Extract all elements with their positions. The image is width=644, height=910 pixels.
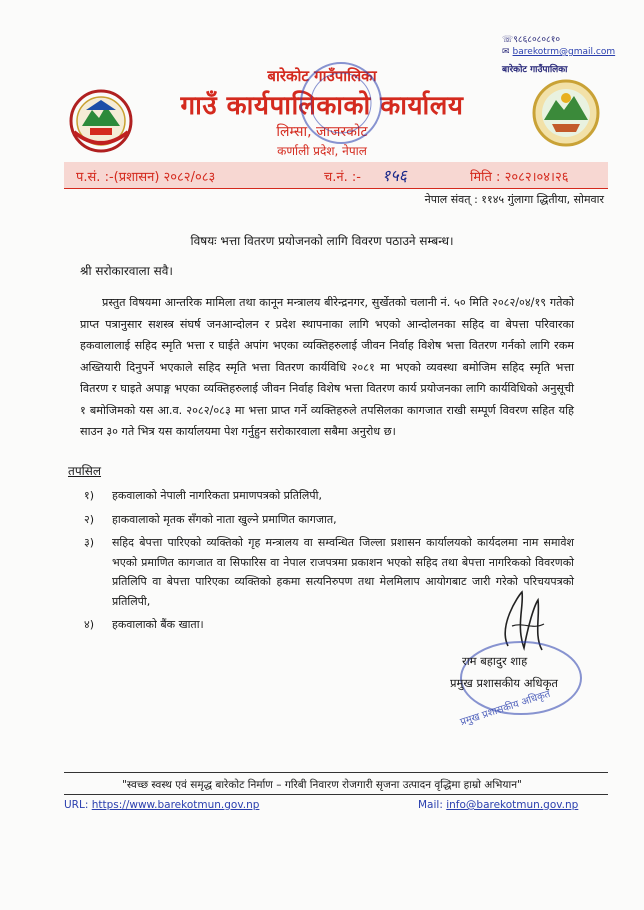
letter-body xyxy=(80,292,574,443)
footer-divider-top xyxy=(64,772,608,773)
list-item-number: ३) xyxy=(84,536,95,549)
chalani-number: १५६ xyxy=(382,166,407,185)
mail-label: Mail: xyxy=(418,799,443,811)
list-item-text: हकवालाको नेपाली नागरिकता प्रमाणपत्रको प्रतिलिपी, xyxy=(112,489,322,502)
footer-divider-bottom xyxy=(64,794,608,795)
list-item-number: १) xyxy=(84,489,95,502)
footer-slogan: "स्वच्छ स्वस्थ एवं समृद्ध बारेकोट निर्माण – गरिबी निवारण रोजगारी सृजना उत्पादन वृद्धिमा हाम्रो अभियान" xyxy=(122,779,522,791)
website-link[interactable]: https://www.barekotmun.gov.np xyxy=(91,799,260,811)
signatory-title: प्रमुख प्रशासकीय अधिकृत xyxy=(450,676,558,690)
list-item xyxy=(84,486,574,506)
reference-bar xyxy=(64,162,608,188)
list-item-number: ४) xyxy=(84,618,95,631)
stamp-text: प्रमुख प्रशासकीय अधिकृत xyxy=(459,688,552,729)
office-stamp-icon xyxy=(296,58,386,148)
contact-email[interactable]: barekotrm@gmail.com xyxy=(512,47,616,57)
signatory-name: राम बहादुर शाह xyxy=(462,654,528,668)
salutation: श्री सरोकारवाला सवै। xyxy=(80,264,173,278)
mail-icon: ✉ xyxy=(502,47,510,57)
url-label: URL: xyxy=(64,799,89,811)
tapsil-heading: तपसिल xyxy=(68,464,102,478)
list-item-text: हकवालाको बैंक खाता। xyxy=(112,618,204,631)
footer-mail xyxy=(418,799,578,811)
header-divider xyxy=(64,188,608,189)
patra-sankhya: प.सं. :-(प्रशासन) २०८२/०८३ xyxy=(76,170,216,185)
municipality-name: बारेकोट गाउँपालिका xyxy=(267,67,377,85)
list-item xyxy=(84,510,574,530)
contact-email-row xyxy=(502,47,615,57)
nepal-samvat-date: नेपाल संवत् : ११४५ गुंलागा द्धितीया, सोमवार xyxy=(424,193,604,206)
mail-link[interactable]: info@barekotmun.gov.np xyxy=(446,799,579,811)
list-item-text: सहिद बेपत्ता पारिएको व्यक्तिको गृह मन्त्रालय वा सम्वन्धित जिल्ला प्रशासन कार्यालयको कार्यदलमा नाम समावेश भएको प्रमाणित कागजात वा सिफारिस वा नेपाल राजपत्रमा प्रकाशन भएको सहिद तथा बेपत्ता नागरिकको विवरणको प्रतिलिपि वा बेपत्ता पारिएका व्यक्तिको हकमा सत्यनिरुपण तथा मेलमिलाप आयोगबाट जारी गरेको परिचयपत्रको प्रतिलिपी, xyxy=(112,536,574,608)
list-item-text: हाकवालाको मृतक सँगको नाता खुल्ने प्रमाणित कागजात, xyxy=(112,512,337,526)
phone-number: ☏९८६८०८०८१० xyxy=(502,35,561,45)
letter-body-text: प्रस्तुत विषयमा आन्तरिक मामिला तथा कानून मन्त्रालय बीरेन्द्रनगर, सुर्खेतको चलानी नं. ५० मिति २०८२/०४/१९ गतेको प्राप्त पत्रानुसार सशस्त्र संघर्ष जनआन्दोलन र प्रदेश स्थापनाका लागि भएको आन्दोलनका सहिद वा बेपत्ता परिवारका हकवालालाई सहिद स्मृति भत्ता र घाईते अपांग भएका व्यक्तिहरुलाई जीवन निर्वाह विशेष भत्ता वितरण गर्नको लागि रकम अख्तियारी दिनुपर्ने भएकाले सहिद स्मृति भत्ता वितरण कार्यविधि २०८१ मा भएको व्यवस्था बमोजिम सहिद स्मृति भत्ता वितरण र घाइते अपाङ्ग भएका व्यक्तिहरुलाई जीवन निर्वाह विशेष भत्ता वितरण कार्य प्रयोजनका लागि कार्यविधिको अनुसूची १ बमोजिमको यस आ.व. २०८२/०८३ मा भत्ता प्राप्त गर्ने व्यक्तिहरुले तपसिलका कागजात राखी सम्पूर्ण विवरण सहित यहि साउन ३० गते भित्र यस कार्यालयमा पेश गर्नुहुन सरोकारवाला सबैमा अनुरोध छ। xyxy=(80,296,574,438)
chalani-label: च.नं. :- xyxy=(324,170,361,185)
issue-date: मिति : २०८२।०४।२६ xyxy=(470,170,569,185)
office-location: लिम्सा, जाजरकोट xyxy=(276,124,368,140)
contact-handle: बारेकोट गाउँपालिका xyxy=(502,65,568,75)
footer-url xyxy=(64,799,259,811)
province: कर्णाली प्रदेश, नेपाल xyxy=(277,144,367,158)
list-item-number: २) xyxy=(84,512,95,526)
letter-subject: विषयः भत्ता वितरण प्रयोजनको लागि विवरण पठाउने सम्बन्ध। xyxy=(190,234,454,248)
office-name: गाउँ कार्यपालिकाको कार्यालय xyxy=(180,91,464,121)
